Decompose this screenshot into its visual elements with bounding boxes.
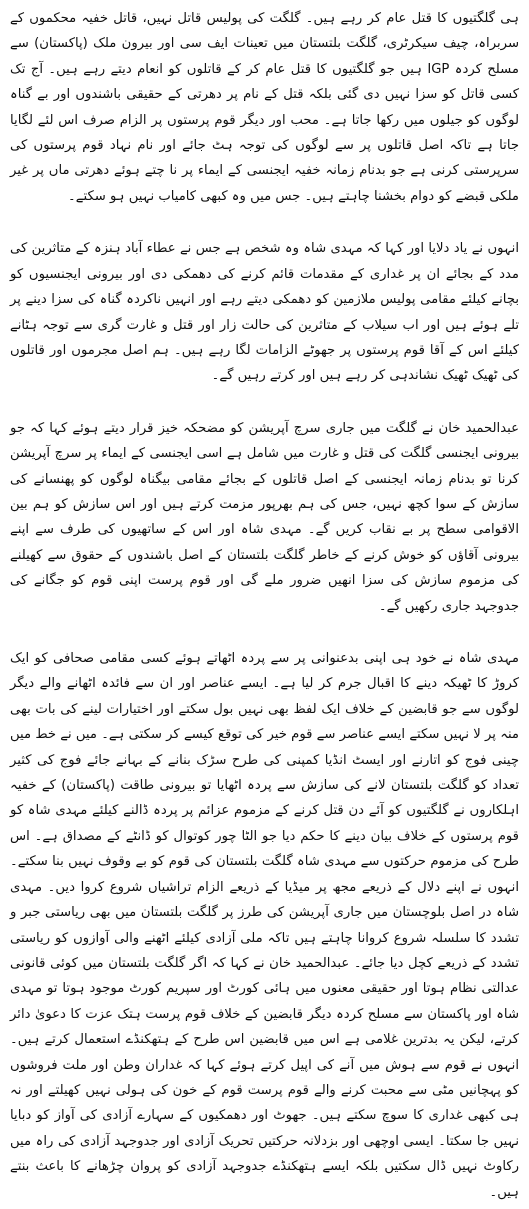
article-paragraph: انہوں نے یاد دلایا اور کہا کہ مہدی شاہ وہ شخص ہے جس نے عطاء آباد ہنزہ کے متاثرین کی مدد کے بجائے ان پر غداری کے مقدمات قائم کرنے کی دھمکی دی اور بیرونی ایجنسیوں کو بچانے کیلئے مقامی پولیس ملازمین کو دھمکی دیتے رہے اور انہیں ناکردہ گناہ کی سزا دینے پر تلے ہوئے ہیں اور اب سیلاب کے متاثرین کی حالت زار اور قتل و غارت گری سے توجہ ہٹانے کیلئے اس کے آقا قوم پرستوں پر جھوٹے الزامات لگا رہے ہیں۔ ہم اصل مجرموں اور قاتلوں کی ٹھیک ٹھیک نشاندہی کر رہے ہیں اور کرتے رہیں گے۔ xyxy=(10,241,519,384)
article-paragraph: مہدی شاہ نے خود ہی اپنی بدعنوانی پر سے پردہ اٹھاتے ہوئے کسی مقامی صحافی کو ایک کروڑ کا ٹھیکہ دینے کا اقبال جرم کر لیا ہے۔ ایسے عناصر اور ان سے فائدہ اٹھانے والے دیگر لوگوں سے جو قابضین کے خلاف ایک لفظ بھی نہیں بول سکتے اور اختیارات لینے کی بات بھی منہ پر لا نہیں سکتے ایسے عناصر سے قوم خیر کی توقع کیسے کر سکتی ہے۔ میں نے خط میں چینی فوج کو اتارنے اور ایسٹ انڈیا کمپنی کی طرح سڑک بنانے کے بہانے جائے فوج کی کثیر تعداد کو گلگت بلتستان لانے کی سازش سے پردہ اٹھایا تو بیرونی طاقت (پاکستان) کے خفیہ اہلکاروں نے گلگتیوں کو آئے دن قتل کرنے کے مزموم عزائم پر پردہ ڈالنے کیلئے مہدی شاہ کو قوم پرستوں کے خلاف بیان دینے کا حکم دیا جو الٹا چور کوتوال کو ڈانٹے کے مصداق ہے۔ اس طرح کی مزموم حرکتوں سے مہدی شاہ گلگت بلتستان کی قوم کو بے وقوف نہیں بنا سکتے۔ انہوں نے اپنے دلال کے ذریعے مجھ پر میڈیا کے ذریعے الزام تراشیاں شروع کروا دیں۔ مہدی شاہ در اصل بلوچستان میں جاری آپریشن کی طرز پر گلگت بلتستان میں بھی ریاستی جبر و تشدد کا سلسلہ شروع کروانا چاہتے ہیں تاکہ ملی آزادی کیلئے اٹھنے والی آوازوں کو ریاستی تشدد کے ذریعے کچل دیا جائے۔ عبدالحمید خان نے کہا کہ اگر گلگت بلتستان میں کوئی قانونی عدالتی نظام ہوتا اور حقیقی معنوں میں ہائی کورٹ اور سپریم کورٹ موجود ہوتا تو مہدی شاہ اور پاکستان سے مسلح کردہ دیگر قابضین کے خلاف قوم پرست ہتک عزت کا دعویٰ دائر کرتے، لیکن یہ بدترین غلامی ہے اس میں قابضین اس طرح کے ہتھکنڈے استعمال کرتے ہیں۔ انہوں نے قوم سے ہوش میں آنے کی اپیل کرتے ہوئے کہا کہ غداران وطن اور ملت فروشوں کو پہچانیں مٹی سے محبت کرنے والے قوم پرست قوم کے خون کی ہولی نہیں کھیلتے اور نہ ہی کبھی غداری کا سوچ سکتے ہیں۔ جھوٹ اور دھمکیوں کے سہارے آزادی کی آواز کو دبایا نہیں جا سکتا۔ ایسی اوچھی اور بزدلانہ حرکتیں تحریک آزادی اور جدوجہد آزادی کی راہ میں رکاوٹ نہیں ڈال سکتیں بلکہ ایسے ہتھکنڈے جدوجہد آزادی کو پروان چڑھانے کا باعث بنتے ہیں۔ xyxy=(10,651,519,1200)
article-paragraph: عبدالحمید خان نے گلگت میں جاری سرچ آپریشن کو مضحکہ خیز قرار دیتے ہوئے کہا کہ جو بیرونی ایجنسی گلگت کی قتل و غارت میں شامل ہے اسی ایجنسی کے ایماء پر سرچ آپریشن کرنا تو بدنام زمانہ ایجنسی کے اصل قاتلوں کے بجائے مقامی بیگناہ لوگوں کو پھنسانے کی سازش کے سوا کچھ نہیں، جس کی ہم بھرپور مزمت کرتے ہیں اور اس سازش کو ہم بین الاقوامی سطح پر بے نقاب کریں گے۔ مہدی شاہ اور اس کے ساتھیوں کی طرف سے اپنے بیرونی آقاؤں کو خوش کرنے کے خاطر گلگت بلتستان کے اصل باشندوں کے حقوق سے کھیلنے کی مزموم سازش کی سزا انھیں ضرور ملے گی اور قوم پرست اپنی قوم کو جگانے کی جدوجہد جاری رکھیں گے۔ xyxy=(10,420,519,614)
article-paragraph: ہی گلگتیوں کا قتل عام کر رہے ہیں۔ گلگت کی پولیس قاتل نہیں، قاتل خفیہ محکموں کے سربراہ، چیف سیکرٹری، گلگت بلتستان میں تعینات ایف سی اور بیرون ملک (پاکستان) سے مسلح کردہ IGP ہیں جو گلگتیوں کا قتل عام کر کے قاتلوں کو انعام دیتے رہے ہیں۔ آج تک کسی قاتل کو سزا نہیں دی گئی بلکہ قتل کے نام پر دھرتی کے حقیقی باشندوں اور بے گناہ لوگوں کو جیلوں میں رکھا جاتا ہے۔ محب اور دیگر قوم پرستوں پر الزام صرف اس لئے لگایا جاتا ہے تاکہ اصل قاتلوں پر سے لوگوں کی توجہ ہٹ جائے اور نام نہاد قوم پرستوں کی سرپرستی کرنی ہے جو بدنام زمانہ خفیہ ایجنسی کے ایماء پر نا چتے ہوئے دھرتی ماں پر غیر ملکی قبضے کو دوام بخشنا چاہتے ہیں۔ جس میں وہ کبھی کامیاب نہیں ہو سکتے۔ xyxy=(10,11,519,204)
